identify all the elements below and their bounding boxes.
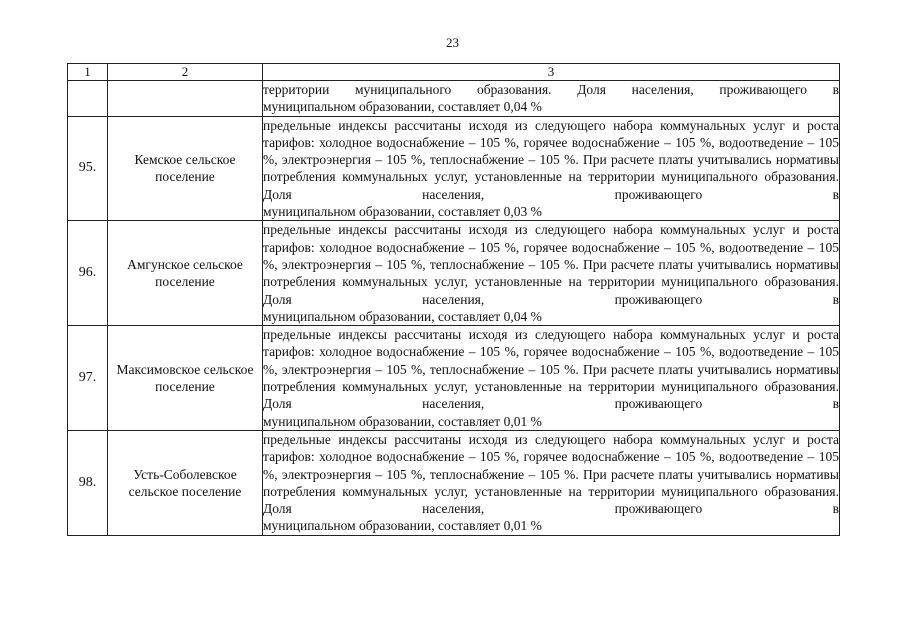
row-number: 97. bbox=[68, 326, 108, 431]
description-last-line: муниципальном образовании, составляет 0,01 % bbox=[263, 518, 542, 534]
row-number-cell bbox=[68, 81, 108, 117]
description-last-line: муниципальном образовании, составляет 0,01 % bbox=[263, 413, 542, 429]
table-row-continuation bbox=[68, 81, 840, 117]
description-cell bbox=[263, 116, 840, 221]
description-text: территории муниципального образования. Доля населения, проживающего в bbox=[263, 82, 839, 97]
description-text: предельные индексы рассчитаны исходя из следующего набора коммунальных услуг и роста тарифов: холодное водоснабжение – 105 %, горячее водоснабжение – 105 %, водоотведение – 105 %, электроэнергия – 105 %, теплоснабжение – 105 %. При расчете платы учитывались нормативы потребления коммунальных услуг, установленные на территории муниципального образования. Доля населения, проживающего в bbox=[263, 222, 839, 307]
description-text: предельные индексы рассчитаны исходя из следующего набора коммунальных услуг и роста тарифов: холодное водоснабжение – 105 %, горячее водоснабжение – 105 %, водоотведение – 105 %, электроэнергия – 105 %, теплоснабжение – 105 %. При расчете платы учитывались нормативы потребления коммунальных услуг, установленные на территории муниципального образования. Доля населения, проживающего в bbox=[263, 327, 839, 412]
page-number: 23 bbox=[446, 35, 459, 50]
description-last-line: муниципальном образовании, составляет 0,04 % bbox=[263, 99, 542, 115]
description-text: предельные индексы рассчитаны исходя из следующего набора коммунальных услуг и роста тарифов: холодное водоснабжение – 105 %, горячее водоснабжение – 105 %, водоотведение – 105 %, электроэнергия – 105 %, теплоснабжение – 105 %. При расчете платы учитывались нормативы потребления коммунальных услуг, установленные на территории муниципального образования. Доля населения, проживающего в bbox=[263, 117, 839, 202]
description-cell bbox=[263, 221, 840, 326]
settlement-name: Усть-Соболевское сельское поселение bbox=[108, 430, 263, 535]
table-row bbox=[68, 116, 840, 221]
table-row bbox=[68, 326, 840, 431]
settlement-name: Кемское сельское поселение bbox=[108, 116, 263, 221]
row-number: 96. bbox=[68, 221, 108, 326]
settlement-name: Максимовское сельское поселение bbox=[108, 326, 263, 431]
settlement-name: Амгунское сельское поселение bbox=[108, 221, 263, 326]
description-cell bbox=[263, 430, 840, 535]
table-row bbox=[68, 430, 840, 535]
column-header-1: 1 bbox=[68, 64, 108, 81]
document-table bbox=[67, 63, 840, 536]
row-number: 98. bbox=[68, 430, 108, 535]
table-row bbox=[68, 221, 840, 326]
description-cell bbox=[263, 326, 840, 431]
description-last-line: муниципальном образовании, составляет 0,04 % bbox=[263, 308, 542, 324]
row-number: 95. bbox=[68, 116, 108, 221]
description-cell bbox=[263, 81, 840, 117]
description-text: предельные индексы рассчитаны исходя из следующего набора коммунальных услуг и роста тарифов: холодное водоснабжение – 105 %, горячее водоснабжение – 105 %, водоотведение – 105 %, электроэнергия – 105 %, теплоснабжение – 105 %. При расчете платы учитывались нормативы потребления коммунальных услуг, установленные на территории муниципального образования. Доля населения, проживающего в bbox=[263, 431, 839, 517]
column-header-3: 3 bbox=[263, 64, 840, 81]
column-header-2: 2 bbox=[108, 64, 263, 81]
description-last-line: муниципальном образовании, составляет 0,03 % bbox=[263, 204, 542, 220]
settlement-name-cell bbox=[108, 81, 263, 117]
table-header-row bbox=[68, 64, 840, 81]
